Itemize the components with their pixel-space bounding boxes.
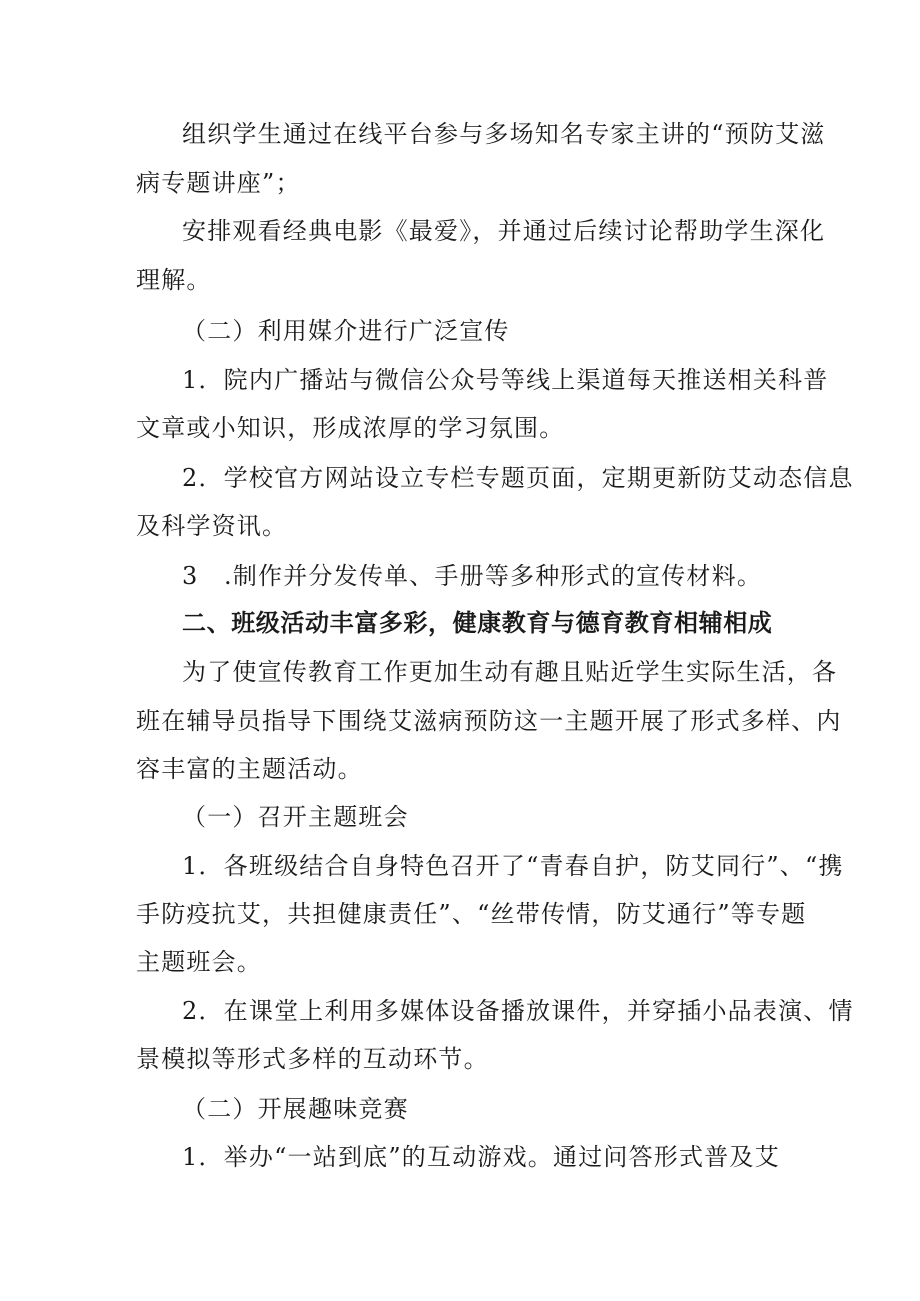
subsection-heading: （一）召开主题班会 (182, 803, 409, 831)
subsection-heading: （二）开展趣味竞赛 (182, 1095, 409, 1123)
paragraph-line: 为了使宣传教育工作更加生动有趣且贴近学生实际生活，各 (182, 658, 838, 686)
list-item-line: 及科学资讯。 (136, 512, 288, 540)
paragraph-line: 病专题讲座”； (136, 169, 301, 197)
paragraph-line: 组织学生通过在线平台参与多场知名专家主讲的“预防艾滋 (182, 120, 826, 148)
list-item-line: 1．举办“一站到底”的互动游戏。通过问答形式普及艾 (182, 1143, 780, 1171)
subsection-heading: （二）利用媒介进行广泛宣传 (182, 317, 510, 345)
list-item-line: 景模拟等形式多样的互动环节。 (136, 1045, 489, 1073)
paragraph-line: 容丰富的主题活动。 (136, 755, 363, 783)
list-item-line: 1．各班级结合自身特色召开了“青春自护，防艾同行”、“携 (182, 852, 844, 880)
section-heading: 二、班级活动丰富多彩，健康教育与德育教育相辅相成 (182, 609, 773, 637)
paragraph-line: 安排观看经典电影《最爱》，并通过后续讨论帮助学生深化 (182, 217, 826, 245)
list-item-line: 1．院内广播站与微信公众号等线上渠道每天推送相关科普 (182, 366, 829, 394)
list-item-line: 文章或小知识，形成浓厚的学习氛围。 (136, 414, 565, 442)
list-item-number: 3 (182, 562, 199, 590)
paragraph-line: 理解。 (136, 266, 212, 294)
list-item-line: 主题班会。 (136, 948, 262, 976)
list-item-text: .制作并分发传单、手册等多种形式的宣传材料。 (224, 562, 763, 590)
list-item-line: 2．在课堂上利用多媒体设备播放课件，并穿插小品表演、情 (182, 997, 854, 1025)
list-item-line (182, 561, 762, 591)
list-item-line: 2．学校官方网站设立专栏专题页面，定期更新防艾动态信息 (182, 464, 854, 492)
list-item-line: 手防疫抗艾，共担健康责任”、“丝带传情，防艾通行”等专题 (136, 900, 807, 928)
paragraph-line: 班在辅导员指导下围绕艾滋病预防这一主题开展了形式多样、内 (136, 707, 842, 735)
